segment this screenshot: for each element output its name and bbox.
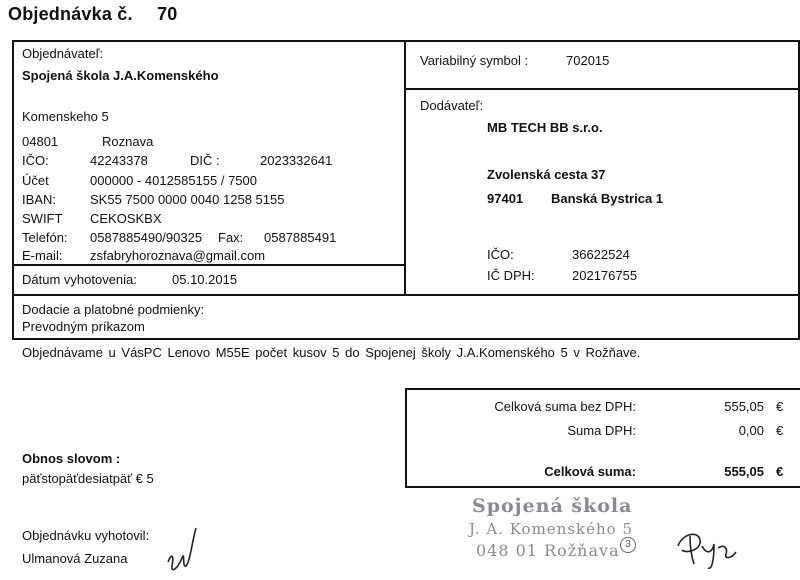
buyer-account-label: Účet <box>22 173 49 188</box>
signature-scribble-left <box>160 522 205 578</box>
supplier-label: Dodávateľ: <box>420 98 484 113</box>
buyer-phone-label: Telefón: <box>22 230 68 245</box>
variable-symbol-label: Variabilný symbol : <box>420 53 529 68</box>
grand-total-value: 555,05 <box>724 464 764 479</box>
supplier-name: MB TECH BB s.r.o. <box>487 120 603 135</box>
buyer-email-label: E-mail: <box>22 248 63 263</box>
buyer-iban: SK55 7500 0000 0040 1258 5155 <box>90 192 285 207</box>
buyer-dic-label: DIČ : <box>190 153 220 168</box>
supplier-icdph: 202176755 <box>572 268 638 283</box>
buyer-fax: 0587885491 <box>264 230 337 245</box>
issue-date-value: 05.10.2015 <box>172 272 238 287</box>
terms-value: Prevodným príkazom <box>22 319 145 334</box>
vat-value: 0,00 <box>738 423 764 438</box>
supplier-icdph-label: IČ DPH: <box>487 268 535 283</box>
middle-divider <box>404 40 406 295</box>
stamp-mark: 3 <box>620 537 636 553</box>
net-total-label: Celková suma bez DPH: <box>494 399 636 414</box>
signature-scribble-right <box>672 524 752 574</box>
buyer-ico-label: IČO: <box>22 153 49 168</box>
supplier-ico-label: IČO: <box>487 247 514 262</box>
supplier-street: Zvolenská cesta 37 <box>487 167 606 182</box>
top-border <box>12 40 800 42</box>
document-title <box>8 4 177 25</box>
buyer-swift-label: SWIFT <box>22 211 63 226</box>
order-text: Objednávame u VásPC Lenovo M55E počet kusov 5 do Spojenej školy J.A.Komenského 5 v Rožňave. <box>22 345 641 360</box>
supplier-box-bottom <box>404 294 800 296</box>
buyer-street: Komenskeho 5 <box>22 109 109 124</box>
buyer-label: Objednávateľ: <box>22 46 104 61</box>
net-total-currency: € <box>776 399 784 414</box>
in-words-label: Obnos slovom : <box>22 451 121 466</box>
vat-label: Suma DPH: <box>567 423 636 438</box>
stamp-line-1: Spojená škola <box>472 495 633 517</box>
prepared-by-name: Ulmanová Zuzana <box>22 551 128 566</box>
buyer-account: 000000 - 4012585155 / 7500 <box>90 173 257 188</box>
vat-currency: € <box>776 423 784 438</box>
prepared-by-label: Objednávku vyhotovil: <box>22 528 150 543</box>
buyer-box-bottom <box>12 264 405 266</box>
grand-total-label: Celková suma: <box>544 464 636 479</box>
buyer-phone: 0587885490/90325 <box>90 230 203 245</box>
title-label: Objednávka č. <box>8 4 133 24</box>
variable-symbol-value: 702015 <box>566 53 610 68</box>
grand-total-currency: € <box>776 464 784 479</box>
issue-date-label: Dátum vyhotovenia: <box>22 272 137 287</box>
buyer-email[interactable]: zsfabryhoroznava@gmail.com <box>90 248 266 263</box>
supplier-zip: 97401 <box>487 191 524 206</box>
buyer-zip: 04801 <box>22 134 59 149</box>
buyer-fax-label: Fax: <box>218 230 244 245</box>
terms-label: Dodacie a platobné podmienky: <box>22 302 205 317</box>
date-row-bottom <box>12 294 405 296</box>
in-words-value: päťstopäťdesiatpäť € 5 <box>22 471 154 486</box>
buyer-dic: 2023332641 <box>260 153 333 168</box>
stamp-line-3: 048 01 Rožňava <box>476 541 620 560</box>
supplier-box-top <box>404 88 800 90</box>
buyer-city: Roznava <box>102 134 154 149</box>
terms-bottom <box>12 338 800 340</box>
buyer-swift: CEKOSKBX <box>90 211 162 226</box>
buyer-iban-label: IBAN: <box>22 192 56 207</box>
buyer-name: Spojená škola J.A.Komenského <box>22 68 219 83</box>
buyer-ico: 42243378 <box>90 153 148 168</box>
supplier-ico: 36622524 <box>572 247 630 262</box>
supplier-city: Banská Bystrica 1 <box>551 191 664 206</box>
net-total-value: 555,05 <box>724 399 764 414</box>
stamp-line-2: J. A. Komenského 5 <box>469 520 634 538</box>
order-number: 70 <box>157 4 178 24</box>
